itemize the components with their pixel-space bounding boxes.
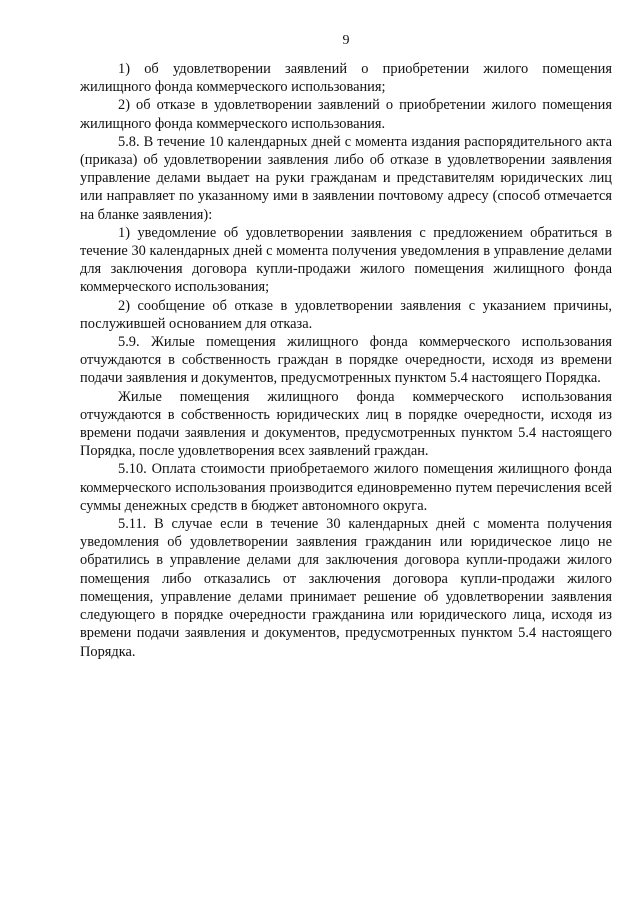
paragraph-item-1-notification: 1) уведомление об удовлетворении заявления с предложением обратиться в течение 30 календарных дней с момента получения уведомления в управление делами для заключения договора купли-продажи жилого помещения жилищного фонда коммерческого использования; (80, 224, 612, 296)
paragraph-5-8: 5.8. В течение 10 календарных дней с момента издания распорядительного акта (приказа) об удовлетворении заявления либо об отказе в удовлетворении заявления управление делами выдает на руки гражданам и представителям юридических лиц или направляет по указанному ими в заявлении почтовому адресу (способ отмечается на бланке заявления): (80, 133, 612, 223)
paragraph-5-10: 5.10. Оплата стоимости приобретаемого жилого помещения жилищного фонда коммерческого использования производится единовременно путем перечисления всей суммы денежных средств в бюджет автономного округа. (80, 461, 612, 514)
document-page (80, 32, 612, 661)
paragraph-item-2-decision-refuse: 2) об отказе в удовлетворении заявлений о приобретении жилого помещения жилищного фонда коммерческого использования. (80, 97, 612, 132)
paragraph-5-9: 5.9. Жилые помещения жилищного фонда коммерческого использования отчуждаются в собственность граждан в порядке очередности, исходя из времени подачи заявления и документов, предусмотренных пунктом 5.4 настоящего Порядка. (80, 334, 612, 387)
paragraph-5-11: 5.11. В случае если в течение 30 календарных дней с момента получения уведомления об удовлетворении заявления гражданин или юридическое лицо не обратились в управление делами для заключения договора купли-продажи жилого помещения либо отказались от заключения договора купли-продажи жилого помещения, управление делами принимает решение об удовлетворении заявления следующего в порядке очередности гражданина или юридического лица, исходя из времени подачи заявления и документов, предусмотренных пунктом 5.4 настоящего Порядка. (80, 516, 612, 660)
paragraph-5-9-legal-entities: Жилые помещения жилищного фонда коммерческого использования отчуждаются в собственность юридических лиц в порядке очередности, исходя из времени подачи заявления и документов, предусмотренных пунктом 5.4 настоящего Порядка, после удовлетворения всех заявлений граждан. (80, 388, 612, 460)
page-number: 9 (342, 33, 350, 48)
paragraph-item-2-refusal-message: 2) сообщение об отказе в удовлетворении заявления с указанием причины, послужившей основанием для отказа. (80, 297, 612, 332)
paragraph-item-1-decision-approve: 1) об удовлетворении заявлений о приобретении жилого помещения жилищного фонда коммерческого использования; (80, 61, 612, 96)
